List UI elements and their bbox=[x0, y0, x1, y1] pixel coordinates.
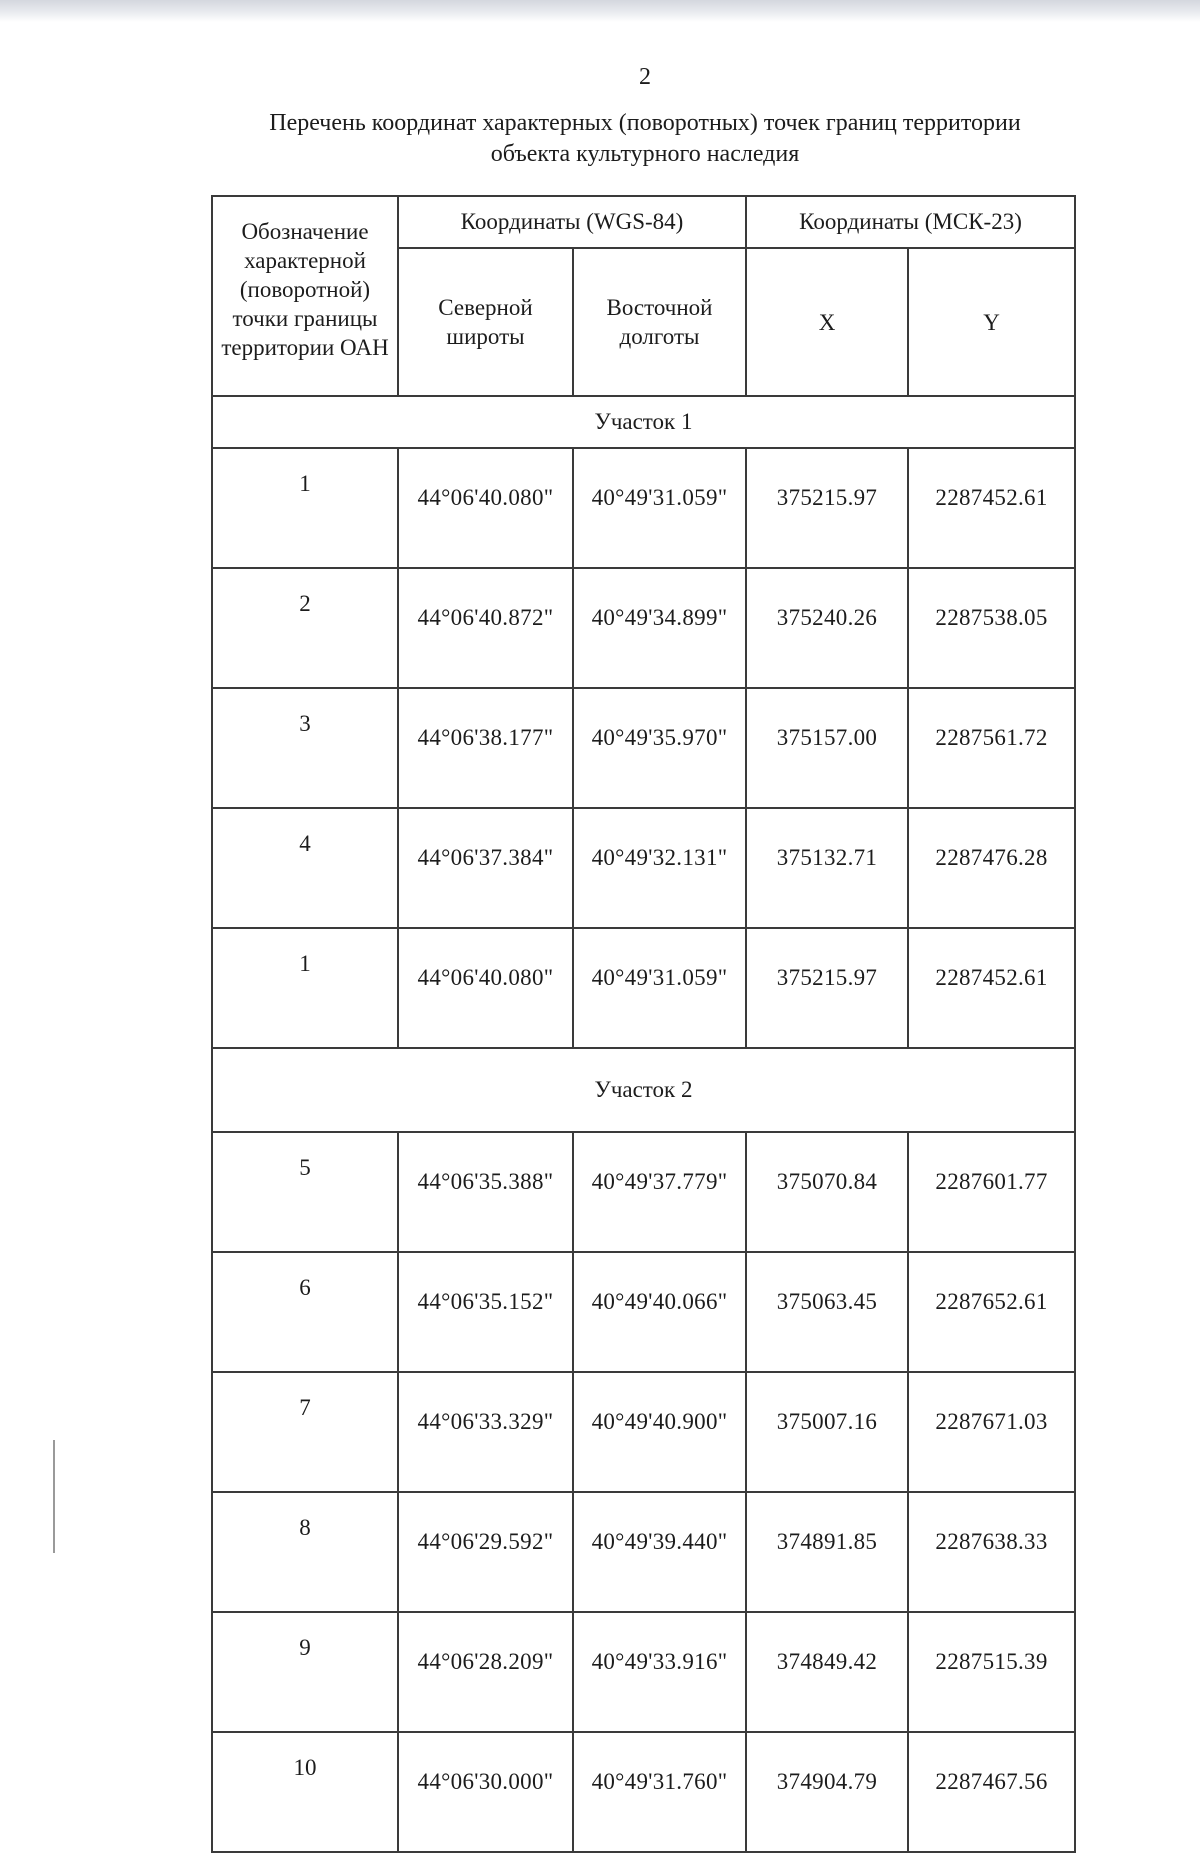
cell-point: 2 bbox=[212, 568, 398, 688]
cell-point: 9 bbox=[212, 1612, 398, 1732]
header-wgs84: Координаты (WGS-84) bbox=[398, 196, 746, 248]
cell-x: 375215.97 bbox=[746, 448, 908, 568]
cell-point: 10 bbox=[212, 1732, 398, 1852]
table-row bbox=[212, 1252, 1075, 1372]
header-y: Y bbox=[908, 248, 1075, 396]
header-point-designation: Обозначение характерной (поворотной) точки границы территории ОАН bbox=[212, 196, 398, 396]
coordinates-table bbox=[211, 195, 1076, 1853]
cell-lon: 40°49'40.066" bbox=[573, 1252, 746, 1372]
cell-lat: 44°06'30.000" bbox=[398, 1732, 573, 1852]
cell-y: 2287638.33 bbox=[908, 1492, 1075, 1612]
document-title bbox=[200, 108, 1090, 170]
header-row-1 bbox=[212, 196, 1075, 248]
cell-lon: 40°49'31.059" bbox=[573, 448, 746, 568]
table-row bbox=[212, 1612, 1075, 1732]
cell-y: 2287671.03 bbox=[908, 1372, 1075, 1492]
table-row bbox=[212, 448, 1075, 568]
table-row bbox=[212, 1732, 1075, 1852]
cell-y: 2287452.61 bbox=[908, 928, 1075, 1048]
cell-x: 374849.42 bbox=[746, 1612, 908, 1732]
cell-lon: 40°49'33.916" bbox=[573, 1612, 746, 1732]
cell-x: 374904.79 bbox=[746, 1732, 908, 1852]
cell-point: 1 bbox=[212, 928, 398, 1048]
cell-lat: 44°06'29.592" bbox=[398, 1492, 573, 1612]
cell-y: 2287515.39 bbox=[908, 1612, 1075, 1732]
scan-shadow-top bbox=[0, 0, 1200, 22]
cell-lon: 40°49'31.760" bbox=[573, 1732, 746, 1852]
table-row bbox=[212, 1492, 1075, 1612]
section-row bbox=[212, 396, 1075, 448]
cell-x: 375215.97 bbox=[746, 928, 908, 1048]
cell-x: 375157.00 bbox=[746, 688, 908, 808]
cell-lat: 44°06'40.080" bbox=[398, 448, 573, 568]
cell-lon: 40°49'32.131" bbox=[573, 808, 746, 928]
page-number: 2 bbox=[639, 64, 651, 90]
header-msk23: Координаты (МСК-23) bbox=[746, 196, 1075, 248]
section-row bbox=[212, 1048, 1075, 1132]
cell-lat: 44°06'40.080" bbox=[398, 928, 573, 1048]
header-longitude: Восточной долготы bbox=[573, 248, 746, 396]
cell-lon: 40°49'31.059" bbox=[573, 928, 746, 1048]
cell-lat: 44°06'33.329" bbox=[398, 1372, 573, 1492]
table-row bbox=[212, 1132, 1075, 1252]
section-label: Участок 1 bbox=[212, 396, 1075, 448]
cell-x: 374891.85 bbox=[746, 1492, 908, 1612]
cell-lat: 44°06'35.152" bbox=[398, 1252, 573, 1372]
cell-point: 3 bbox=[212, 688, 398, 808]
table-row bbox=[212, 1372, 1075, 1492]
cell-point: 5 bbox=[212, 1132, 398, 1252]
cell-y: 2287476.28 bbox=[908, 808, 1075, 928]
cell-lat: 44°06'40.872" bbox=[398, 568, 573, 688]
scan-edge-mark bbox=[53, 1440, 55, 1553]
title-line-1: Перечень координат характерных (поворотных) точек границ территории bbox=[269, 110, 1021, 136]
cell-lat: 44°06'35.388" bbox=[398, 1132, 573, 1252]
cell-y: 2287538.05 bbox=[908, 568, 1075, 688]
cell-lat: 44°06'28.209" bbox=[398, 1612, 573, 1732]
cell-x: 375240.26 bbox=[746, 568, 908, 688]
cell-point: 8 bbox=[212, 1492, 398, 1612]
cell-lat: 44°06'37.384" bbox=[398, 808, 573, 928]
header-x: X bbox=[746, 248, 908, 396]
cell-lon: 40°49'34.899" bbox=[573, 568, 746, 688]
cell-point: 7 bbox=[212, 1372, 398, 1492]
table-row bbox=[212, 928, 1075, 1048]
cell-lon: 40°49'37.779" bbox=[573, 1132, 746, 1252]
table-row bbox=[212, 568, 1075, 688]
cell-lon: 40°49'39.440" bbox=[573, 1492, 746, 1612]
cell-lon: 40°49'40.900" bbox=[573, 1372, 746, 1492]
cell-point: 1 bbox=[212, 448, 398, 568]
table-row bbox=[212, 808, 1075, 928]
cell-y: 2287601.77 bbox=[908, 1132, 1075, 1252]
title-line-2: объекта культурного наследия bbox=[490, 141, 800, 167]
cell-x: 375007.16 bbox=[746, 1372, 908, 1492]
cell-lon: 40°49'35.970" bbox=[573, 688, 746, 808]
cell-lat: 44°06'38.177" bbox=[398, 688, 573, 808]
cell-point: 4 bbox=[212, 808, 398, 928]
cell-y: 2287652.61 bbox=[908, 1252, 1075, 1372]
cell-y: 2287561.72 bbox=[908, 688, 1075, 808]
cell-x: 375063.45 bbox=[746, 1252, 908, 1372]
cell-x: 375132.71 bbox=[746, 808, 908, 928]
section-label: Участок 2 bbox=[212, 1048, 1075, 1132]
table-row bbox=[212, 688, 1075, 808]
cell-y: 2287452.61 bbox=[908, 448, 1075, 568]
cell-y: 2287467.56 bbox=[908, 1732, 1075, 1852]
cell-x: 375070.84 bbox=[746, 1132, 908, 1252]
cell-point: 6 bbox=[212, 1252, 398, 1372]
header-latitude: Северной широты bbox=[398, 248, 573, 396]
